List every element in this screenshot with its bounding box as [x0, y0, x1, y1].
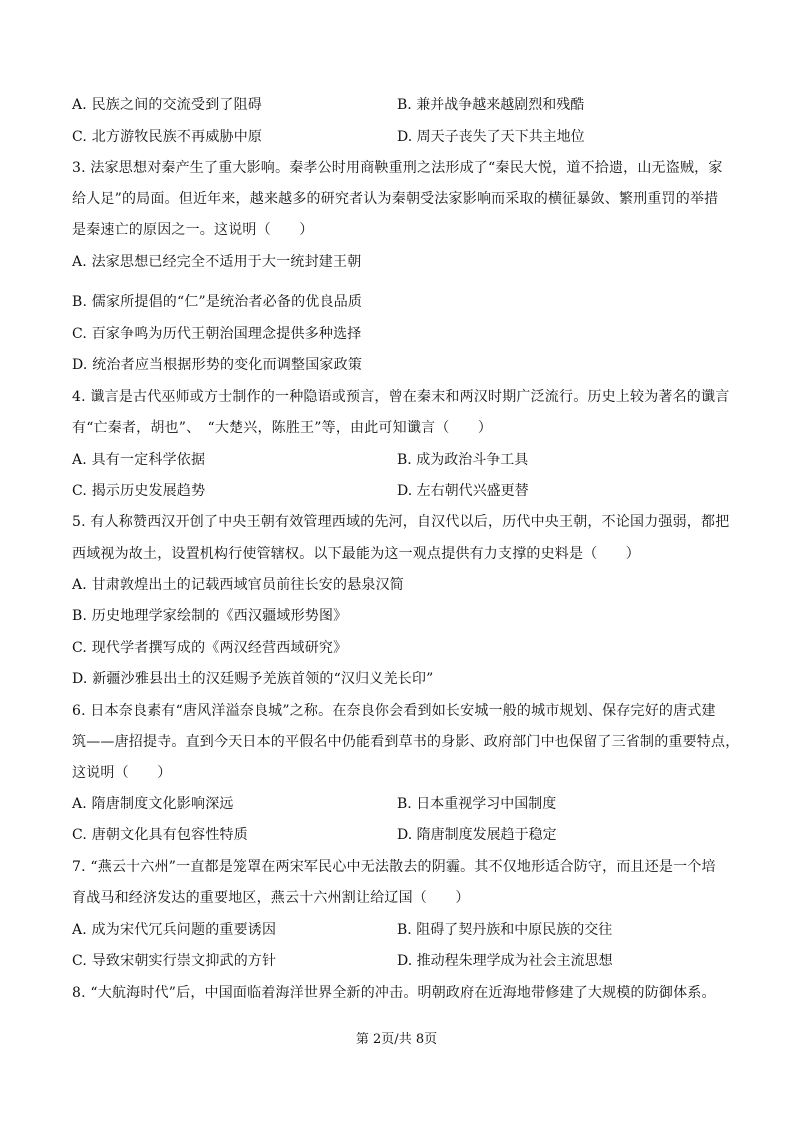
q4-stem-line-2: 有“亡秦者，胡也”、 “大楚兴，陈胜王”等，由此可知谶言（ ） — [72, 420, 493, 436]
q7-option-b: B. 阻碍了契丹族和中原民族的交往 — [397, 922, 613, 938]
q3-option-a: A. 法家思想已经完全不适用于大一统封建王朝 — [72, 254, 362, 270]
q3-stem-line-3: 是秦速亡的原因之一。这说明（ ） — [72, 222, 314, 238]
q3-option-c: C. 百家争鸣为历代王朝治国理念提供多种选择 — [72, 326, 362, 342]
q4-option-a: A. 具有一定科学依据 — [72, 452, 206, 468]
q6-option-d: D. 隋唐制度发展趋于稳定 — [397, 827, 557, 843]
q5-stem-line-1: 5. 有人称赞西汉开创了中央王朝有效管理西域的先河，自汉代以后，历代中央王朝，不论国力强弱，都把 — [72, 514, 730, 530]
q6-stem-line-2: 筑——唐招提寺。直到今天日本的平假名中仍能看到草书的身影、政府部门中也保留了三省制的重要特点， — [72, 734, 740, 750]
q3-stem-line-1: 3. 法家思想对秦产生了重大影响。秦孝公时用商鞅重刑之法形成了“秦民大悦，道不拾遗，山无盗贼，家 — [72, 160, 723, 176]
q7-option-a: A. 成为宋代冗兵问题的重要诱因 — [72, 922, 277, 938]
q4-option-b: B. 成为政治斗争工具 — [397, 452, 529, 468]
q7-stem-line-1: 7. “燕云十六州”一直都是笼罩在两宋军民心中无法散去的阴霾。其不仅地形适合防守，而且还是一个培 — [72, 859, 716, 875]
q6-stem-line-1: 6. 日本奈良素有“唐风洋溢奈良城”之称。在奈良你会看到如长安城一般的城市规划、保存完好的唐式建 — [72, 703, 716, 719]
q4-option-d: D. 左右朝代兴盛更替 — [397, 483, 529, 499]
q4-option-c: C. 揭示历史发展趋势 — [72, 483, 206, 499]
q3-option-b: B. 儒家所提倡的“仁”是统治者必备的优良品质 — [72, 294, 363, 310]
q6-option-c: C. 唐朝文化具有包容性特质 — [72, 827, 248, 843]
q2-option-c: C. 北方游牧民族不再威胁中原 — [72, 129, 263, 145]
q5-stem-line-2: 西域视为故土，设置机构行使管辖权。以下最能为这一观点提供有力支撑的史料是（ ） — [72, 546, 640, 562]
q6-stem-line-3: 这说明（ ） — [72, 765, 172, 781]
page-number-footer: 第 2页/共 8页 — [355, 1032, 438, 1047]
q3-stem-line-2: 给人足”的局面。但近年来，越来越多的研究者认为秦朝受法家影响而采取的横征暴敛、繁刑重罚的举措 — [72, 191, 719, 207]
q7-option-d: D. 推动程朱理学成为社会主流思想 — [397, 953, 613, 969]
q5-option-c: C. 现代学者撰写成的《两汉经营西域研究》 — [72, 640, 348, 656]
q7-option-c: C. 导致宋朝实行崇文抑武的方针 — [72, 953, 277, 969]
q7-stem-line-2: 育战马和经济发达的重要地区，燕云十六州割让给辽国（ ） — [72, 890, 470, 906]
q5-option-d: D. 新疆沙雅县出土的汉廷赐予羌族首领的“汉归义羌长印” — [72, 671, 434, 687]
q5-option-b: B. 历史地理学家绘制的《西汉疆域形势图》 — [72, 608, 348, 624]
q5-option-a: A. 甘肃敦煌出土的记载西域官员前往长安的悬泉汉简 — [72, 577, 405, 593]
q6-option-b: B. 日本重视学习中国制度 — [397, 796, 557, 812]
q2-option-a: A. 民族之间的交流受到了阻碍 — [72, 97, 263, 113]
q3-option-d: D. 统治者应当根据形势的变化而调整国家政策 — [72, 357, 363, 373]
q2-option-b: B. 兼并战争越来越剧烈和残酷 — [397, 97, 585, 113]
q6-option-a: A. 隋唐制度文化影响深远 — [72, 796, 234, 812]
q4-stem-line-1: 4. 谶言是古代巫师或方士制作的一种隐语或预言，曾在秦末和两汉时期广泛流行。历史上较为著名的谶言 — [72, 389, 730, 405]
q2-option-d: D. 周天子丧失了天下共主地位 — [397, 129, 585, 145]
q8-stem-line-1: 8. “大航海时代”后，中国面临着海洋世界全新的冲击。明朝政府在近海地带修建了大规模的防御体系。 — [72, 985, 716, 1001]
